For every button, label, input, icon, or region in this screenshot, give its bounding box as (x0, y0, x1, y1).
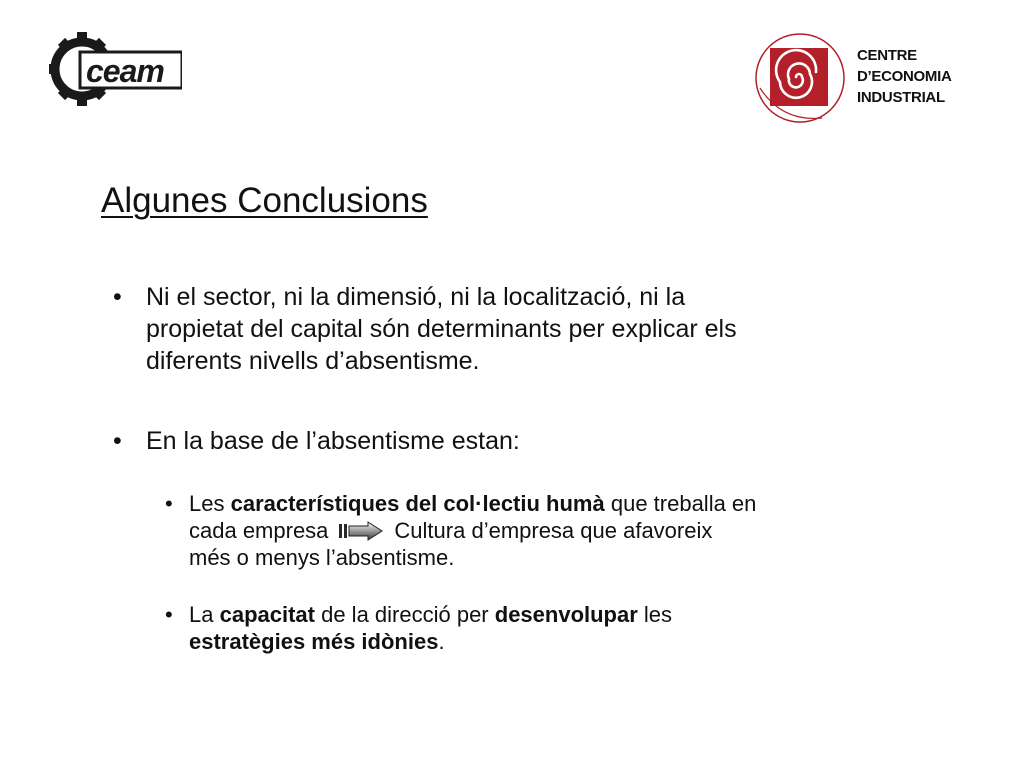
bullet-item (113, 425, 983, 457)
ceam-wordmark: ceam (86, 53, 164, 89)
bold-run: desenvolupar (494, 602, 638, 627)
logo-line-economia: D’ECONOMIA (857, 68, 952, 85)
bullet-glyph: • (113, 283, 122, 311)
text-run: . (438, 629, 445, 654)
centre-economia-wordmark (857, 45, 952, 108)
bullet-glyph: • (165, 602, 173, 627)
right-arrow-icon (338, 521, 384, 541)
logo-line-centre: CENTRE (857, 47, 917, 64)
logo-line-industrial: INDUSTRIAL (857, 89, 945, 106)
sub-bullet-line: més o menys l’absentisme. (189, 545, 455, 570)
bold-run: característiques del col·lectiu humà (230, 491, 605, 516)
bullet-text: En la base de l’absentisme estan: (146, 427, 520, 455)
bullet-line: propietat del capital són determinants per explicar els (146, 315, 737, 343)
bold-run: capacitat (219, 602, 315, 627)
bullet-item (113, 281, 983, 377)
bullet-glyph: • (165, 491, 173, 516)
text-run: que treballa en (604, 491, 757, 516)
text-run: les (637, 602, 673, 627)
centre-economia-logo (752, 26, 852, 126)
bullet-line: Ni el sector, ni la dimensió, ni la localització, ni la (146, 283, 686, 311)
sub-bullet-item (165, 490, 985, 571)
bullet-glyph: • (113, 427, 122, 455)
sub-bullet-line (189, 628, 985, 655)
text-run: Les (189, 491, 231, 516)
text-run: de la direcció per (314, 602, 495, 627)
sub-bullet-text (189, 601, 985, 655)
sub-bullet-line (189, 490, 985, 517)
text-run: cada empresa (189, 518, 329, 543)
bullet-text (146, 281, 983, 377)
sub-bullet-line (189, 517, 985, 544)
ceam-logo (48, 30, 182, 108)
bold-run: estratègies més idònies (189, 629, 439, 654)
sub-bullet-text (189, 490, 985, 571)
slide-title-text: Algunes Conclusions (101, 181, 428, 220)
bullet-line: diferents nivells d’absentisme. (146, 347, 480, 375)
sub-bullet-item (165, 601, 985, 655)
text-run: La (189, 602, 220, 627)
text-run: Cultura d’empresa que afavoreix (394, 518, 713, 543)
sub-bullet-line (189, 601, 985, 628)
slide-title (101, 178, 428, 224)
